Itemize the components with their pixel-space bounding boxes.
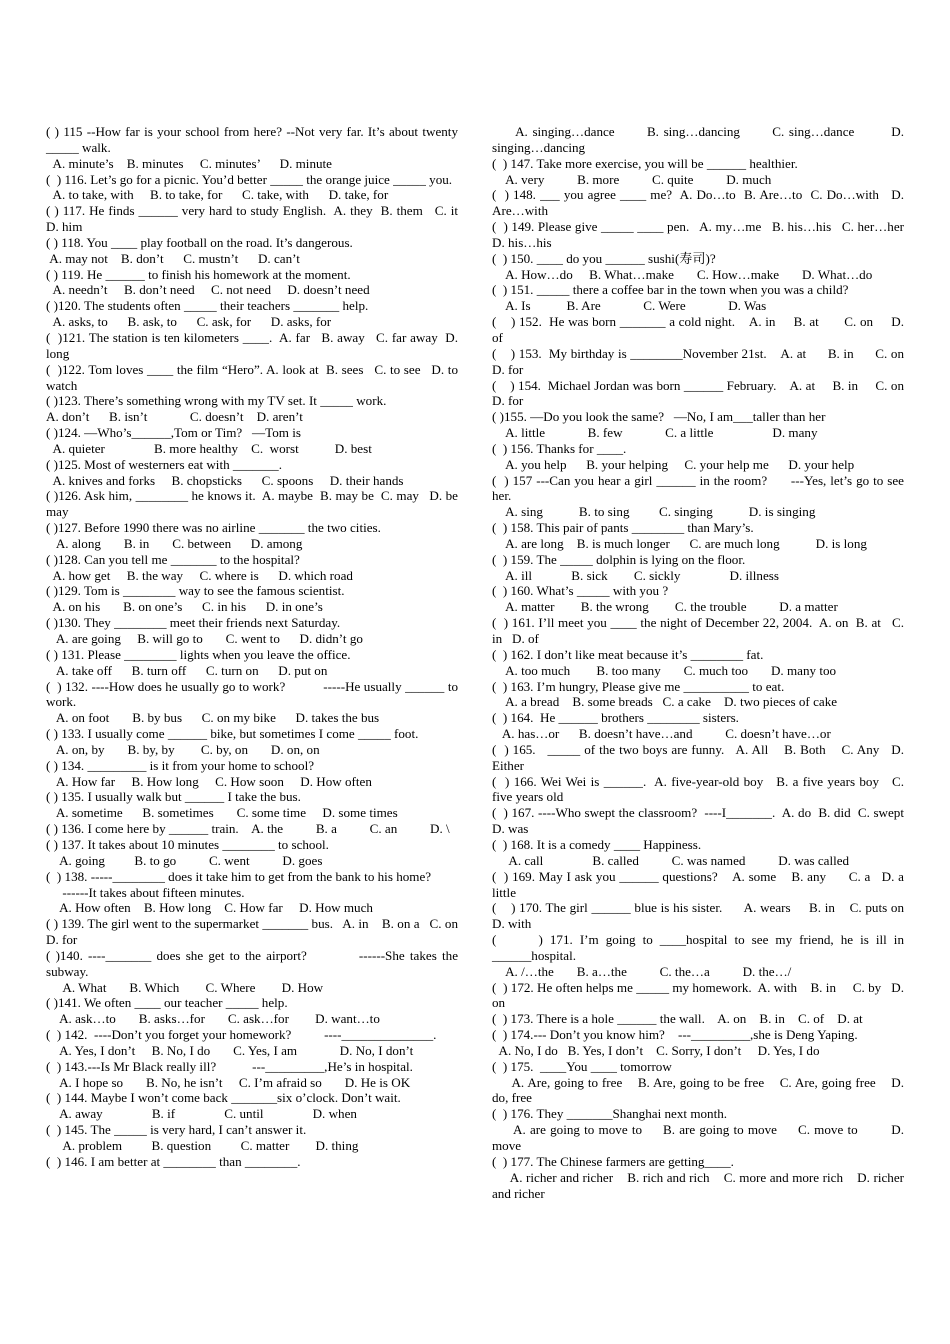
question-text-line: A. problem B. question C. matter D. thing [46,1138,359,1153]
question-text-line: A. asks, to B. ask, to C. ask, for D. asks, for [46,314,332,330]
question-text-line: A. No, I do B. Yes, I don’t C. Sorry, I don’t D. Yes, I do [492,1042,820,1058]
question-text-line: A. Are, going to free B. Are, going to be free C. Are, going free D. do, free [492,1074,908,1106]
question-text-line: A. may not B. don’t C. mustn’t D. can’t [46,250,300,266]
question-text-line: ( ) 171. I’m going to ____hospital to see my friend, he is ill in ______hospital. [492,932,908,963]
question-text-line: ( ) 134. _________ is it from your home to school? [46,757,315,773]
question-text-line: ( ) 151. _____ there a coffee bar in the town when you was a child? [492,282,849,298]
question-text-line: ( ) 132. ----How does he usually go to work? -----He usually ______ to work. [46,678,462,710]
question-text-line: A. minute’s B. minutes C. minutes’ D. minute [46,155,332,171]
question-text-line: A. quieter B. more healthy C. worst D. best [46,440,372,456]
question-text-line: ( ) 152. He was born _______ a cold night. A. in B. at C. on D. of [492,314,908,345]
question-text-line: A. take off B. turn off C. turn on D. put on [46,662,328,678]
question-text-line: ( ) 154. Michael Jordan was born ______ February. A. at B. in C. on D. for [492,377,914,409]
question-text-line: A. going B. to go C. went D. goes [46,852,323,868]
question-text-line: ( ) 172. He often helps me _____ my homework. A. with B. in C. by D. on [492,979,908,1011]
question-text-line: ( ) 157 ---Can you hear a girl ______ in the room? ---Yes, let’s go to see her. [492,472,908,504]
right-column [492,124,914,1201]
question-text-line: ( )122. Tom loves ____ the film “Hero”. A. look at B. sees C. to see D. to watch [46,361,462,393]
question-text-line: ( ) 143.---Is Mr Black really ill? ---_________,He’s in hospital. [46,1058,413,1074]
question-text-line: A. has…or B. doesn’t have…and C. doesn’t have…or [492,726,831,742]
question-text-line: A. don’t B. isn’t C. doesn’t D. aren’t [46,409,303,425]
question-text-line: A. are long B. is much longer C. are much long D. is long [492,535,867,551]
question-text-line: ( ) 137. It takes about 10 minutes ________ to school. [46,836,329,852]
question-text-line: ( ) 145. The _____ is very hard, I can’t answer it. [46,1122,307,1138]
question-text-line: ( ) 158. This pair of pants ________ than Mary’s. [492,520,754,536]
question-text-line: ( ) 156. Thanks for ____. [492,440,627,456]
question-text-line: A. sometime B. sometimes C. some time D. some times [46,805,398,821]
question-text-line: ( ) 115 --How far is your school from here? --Not very far. It’s about twenty _____ walk. [46,124,462,155]
question-text-line: A. What B. Which C. Where D. How [46,979,324,995]
question-text-line: ( )123. There’s something wrong with my TV set. It _____ work. [46,393,387,409]
question-text-line: A. How far B. How long C. How soon D. How often [46,773,372,789]
question-text-line: ( ) 148. ___ you agree ____ me? A. Do…to B. Are…to C. Do…with D. Are…with [492,187,907,219]
question-text-line: A. I hope so B. No, he isn’t C. I’m afraid so D. He is OK [46,1074,411,1090]
question-text-line: ( ) 159. The _____ dolphin is lying on the floor. [492,551,746,567]
question-text-line: ( ) 118. You ____ play football on the road. It’s dangerous. [46,234,353,250]
question-text-line: A. singing…dance B. sing…dancing C. sing…dance D. singing…dancing [492,124,908,155]
question-text-line: A. ill B. sick C. sickly D. illness [492,567,779,583]
question-text-line: ( ) 167. ----Who swept the classroom? ----I_______. A. do B. did C. swept D. was [492,805,911,837]
question-text-line: A. little B. few C. a little D. many [492,425,818,441]
question-text-line: ( ) 168. It is a comedy ____ Happiness. [492,836,702,852]
question-text-line: A. you help B. your helping C. your help me D. your help [492,456,855,472]
question-text-line: A. to take, with B. to take, for C. take, with D. take, for [46,187,389,203]
question-text-line: A. matter B. the wrong C. the trouble D. a matter [492,599,838,615]
question-text-line: ( ) 135. I usually walk but ______ I take the bus. [46,789,301,805]
question-text-line: A. a bread B. some breads C. a cake D. two pieces of cake [492,694,838,710]
question-text-line: ( ) 164. He ______ brothers ________ sisters. [492,710,739,726]
question-text-line: ( ) 165. _____ of the two boys are funny. A. All B. Both C. Any D. Either [492,741,908,773]
question-text-line: A. too much B. too many C. much too D. many too [492,662,837,678]
question-text-line: ( )121. The station is ten kilometers ____. A. far B. away C. far away D. long [46,329,462,361]
question-text-line: ( ) 117. He finds ______ very hard to study English. A. they B. them C. it D. him [46,203,468,235]
question-text-line: ( ) 176. They _______Shanghai next month. [492,1106,728,1122]
question-text-line: A. How…do B. What…make C. How…make D. What…do [492,266,873,282]
question-text-line: ( )141. We often ____ our teacher _____ help. [46,995,288,1011]
question-text-line: ( ) 162. I don’t like meat because it’s ________ fat. [492,646,764,662]
question-text-line: ( ) 131. Please ________ lights when you leave the office. [46,646,351,662]
question-text-line: ------It takes about fifteen minutes. [46,884,245,900]
question-text-line: ( ) 175. ____You ____ tomorrow [492,1058,672,1074]
question-text-line: ( ) 173. There is a hole ______ the wall. A. on B. in C. of D. at [492,1011,863,1027]
question-text-line: A. sing B. to sing C. singing D. is singing [492,504,816,520]
question-text-line: A. /…the B. a…the C. the…a D. the…/ [492,963,792,979]
question-text-line: ( ) 133. I usually come ______ bike, but sometimes I come _____ foot. [46,726,419,742]
question-text-line: A. ask…to B. asks…for C. ask…for D. want…to [46,1011,380,1027]
question-text-line: ( ) 150. ____ do you ______ sushi(寿司)? [492,250,716,266]
question-text-line: ( )120. The students often _____ their teachers _______ help. [46,298,369,314]
question-text-line: ( ) 139. The girl went to the supermarket _______ bus. A. in B. on a C. on D. for [46,916,465,948]
question-text-line: ( ) 116. Let’s go for a picnic. You’d better _____ the orange juice _____ you. [46,171,453,187]
question-text-line: ( ) 149. Please give _____ ____ pen. A. my…me B. his…his C. her…her D. his…his [492,219,914,250]
question-text-line: ( ) 169. May I ask you ______ questions? A. some B. any C. a D. a little [492,868,908,900]
question-text-line: ( ) 153. My birthday is ________November 21st. A. at B. in C. on D. for [492,345,914,377]
question-text-line: ( ) 146. I am better at ________ than ________. [46,1153,301,1169]
question-text-line: A. Yes, I don’t B. No, I do C. Yes, I am D. No, I don’t [46,1042,414,1058]
question-text-line: ( ) 177. The Chinese farmers are getting____. [492,1153,734,1169]
question-text-line: ( ) 142. ----Don’t you forget your homework? ----______________. [46,1027,437,1043]
question-text-line: ( )124. —Who’s______,Tom or Tim? —Tom is [46,425,301,441]
question-text-line: A. on his B. on one’s C. in his D. in one’s [46,599,323,615]
question-text-line: ( ) 138. -----________ does it take him to get from the bank to his home? [46,868,432,884]
question-text-line: ( )155. —Do you look the same? —No, I am___taller than her [492,409,826,425]
question-text-line: A. Is B. Are C. Were D. Was [492,298,767,314]
question-text-line: A. on foot B. by bus C. on my bike D. takes the bus [46,710,380,726]
question-text-line: A. knives and forks B. chopsticks C. spoons D. their hands [46,472,404,488]
question-text-line: A. call B. called C. was named D. was called [492,852,850,868]
question-text-line: ( ) 161. I’ll meet you ____ the night of December 22, 2004. A. on B. at C. in D. of [492,615,908,646]
question-text-line: ( ) 163. I’m hungry, Please give me __________ to eat. [492,678,785,694]
question-text-line: ( ) 174.--- Don’t you know him? ---_________,she is Deng Yaping. [492,1027,858,1043]
question-text-line: A. are going B. will go to C. went to D. didn’t go [46,631,363,646]
question-text-line: ( )126. Ask him, ________ he knows it. A. maybe B. may be C. may D. be may [46,488,462,520]
question-text-line: A. on, by B. by, by C. by, on D. on, on [46,741,320,757]
question-text-line: ( ) 144. Maybe I won’t come back _______six o’clock. Don’t wait. [46,1090,401,1106]
question-text-line: ( )125. Most of westerners eat with _______. [46,456,283,472]
question-text-line: A. very B. more C. quite D. much [492,171,772,187]
question-text-line: ( ) 160. What’s _____ with you ? [492,583,669,599]
question-text-line: A. richer and richer B. rich and rich C. more and more rich D. richer and richer [492,1169,908,1201]
question-text-line: A. needn’t B. don’t need C. not need D. doesn’t need [46,282,370,298]
question-text-line: A. away B. if C. until D. when [46,1106,357,1122]
question-text-line: A. are going to move to B. are going to move C. move to D. move [492,1122,908,1153]
question-text-line: ( )140. ----_______ does she get to the airport? ------She takes the subway. [46,947,462,979]
question-text-line: A. along B. in C. between D. among [46,535,303,551]
left-column [46,124,468,1170]
question-text-line: ( )127. Before 1990 there was no airline _______ the two cities. [46,520,381,536]
question-text-line: ( ) 170. The girl ______ blue is his sister. A. wears B. in C. puts on D. with [492,900,914,932]
question-text-line: A. how get B. the way C. where is D. which road [46,567,353,583]
question-text-line: A. How often B. How long C. How far D. How much [46,900,373,916]
question-text-line: ( ) 147. Take more exercise, you will be ______ healthier. [492,155,798,171]
question-text-line: ( ) 119. He ______ to finish his homework at the moment. [46,266,351,282]
question-text-line: ( ) 166. Wei Wei is ______. A. five-year-old boy B. a five years boy C. five years old [492,773,908,805]
question-text-line: ( )129. Tom is ________ way to see the famous scientist. [46,583,345,599]
question-text-line: ( )130. They ________ meet their friends next Saturday. [46,615,341,631]
question-text-line: ( ) 136. I come here by ______ train. A. the B. a C. an D. \ [46,821,450,837]
question-text-line: ( )128. Can you tell me _______ to the hospital? [46,551,300,567]
